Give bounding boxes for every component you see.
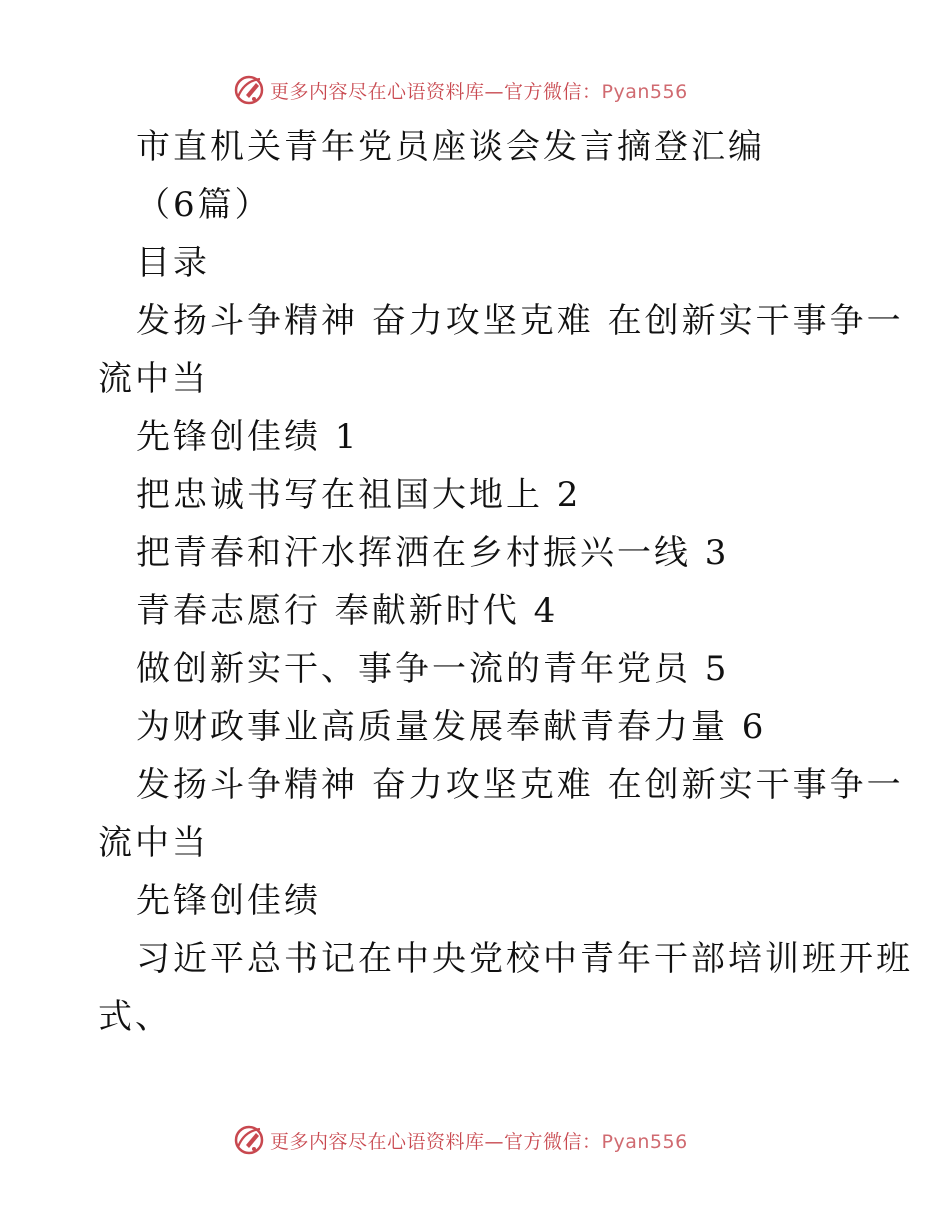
toc-item-6: 为财政事业高质量发展奉献青春力量 6 xyxy=(136,707,767,747)
toc-item-5: 做创新实干、事争一流的青年党员 5 xyxy=(136,649,730,689)
header-banner xyxy=(232,70,752,110)
document-title: 市直机关青年党员座谈会发言摘登汇编 xyxy=(136,127,765,167)
toc-heading: 目录 xyxy=(136,243,210,283)
body-paragraph-line-1: 习近平总书记在中央党校中青年干部培训班开班 xyxy=(136,939,913,979)
body-paragraph-line-2: 式、 xyxy=(98,997,172,1037)
section-heading-line-2: 流中当 xyxy=(98,823,209,863)
toc-item-1-line-1: 发扬斗争精神 奋力攻坚克难 在创新实干事争一 xyxy=(136,301,904,341)
toc-item-1-line-2: 流中当 xyxy=(98,359,209,399)
toc-item-3: 把青春和汗水挥洒在乡村振兴一线 3 xyxy=(136,533,730,573)
toc-item-1-line-3: 先锋创佳绩 1 xyxy=(136,417,360,457)
toc-item-4: 青春志愿行 奉献新时代 4 xyxy=(136,591,559,631)
pen-nib-logo-icon xyxy=(232,73,266,107)
section-heading-line-3: 先锋创佳绩 xyxy=(136,881,321,921)
header-wechat-id: Pyan556 xyxy=(601,80,688,103)
footer-wechat-id: Pyan556 xyxy=(601,1130,688,1153)
header-banner-text: 更多内容尽在心语资料库—官方微信：Pyan556 xyxy=(270,80,688,103)
toc-item-2: 把忠诚书写在祖国大地上 2 xyxy=(136,475,582,515)
document-subtitle: （6篇） xyxy=(136,185,272,225)
pen-nib-logo-icon xyxy=(232,1123,266,1157)
footer-banner xyxy=(232,1120,752,1160)
section-heading-line-1: 发扬斗争精神 奋力攻坚克难 在创新实干事争一 xyxy=(136,765,904,805)
footer-banner-text: 更多内容尽在心语资料库—官方微信：Pyan556 xyxy=(270,1130,688,1153)
document-body xyxy=(0,118,950,1046)
